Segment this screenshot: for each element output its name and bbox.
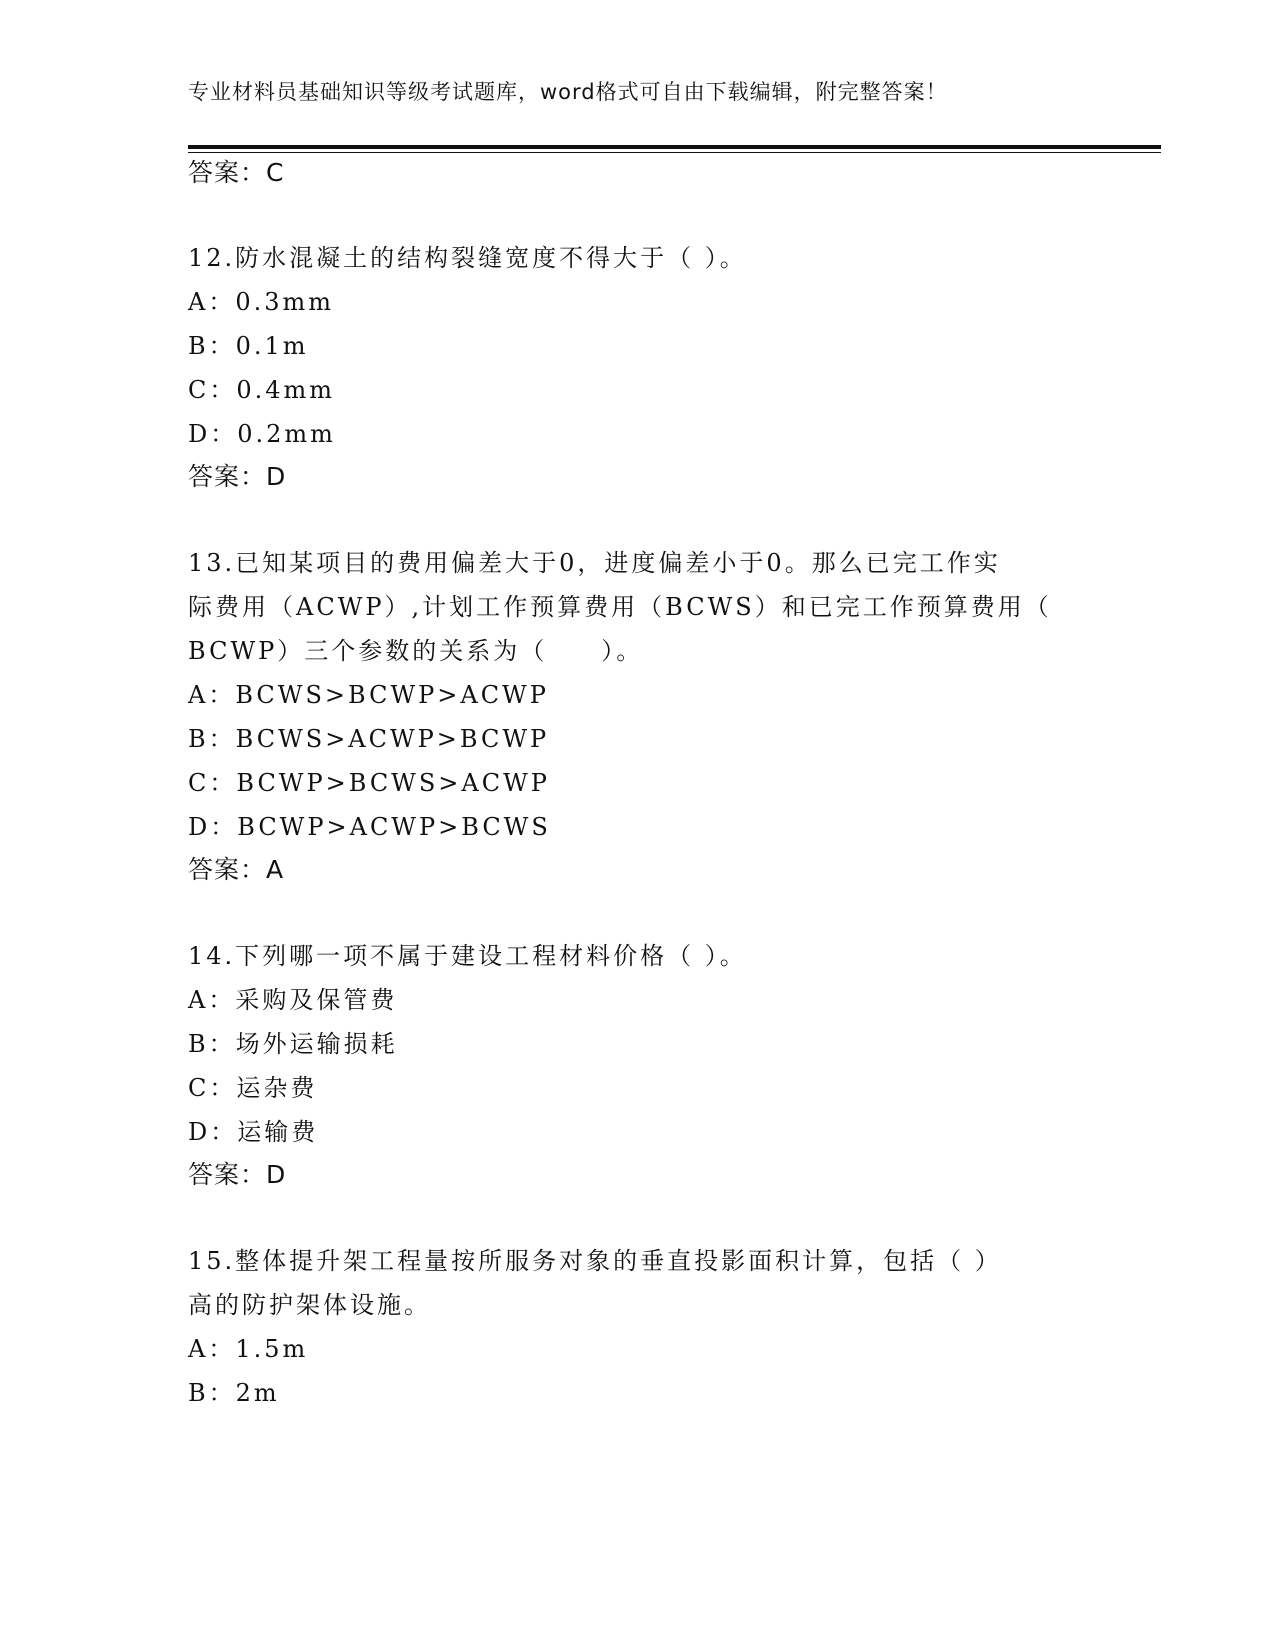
- option-d: D：0.2mm: [188, 420, 336, 448]
- option-b: B：0.1m: [188, 332, 309, 360]
- option-a: A：1.5m: [188, 1335, 309, 1363]
- question-stem: 12.防水混凝土的结构裂缝宽度不得大于（ ）。: [188, 244, 747, 272]
- header-rule-thin: [188, 152, 1161, 153]
- option-c: C：运杂费: [188, 1074, 318, 1102]
- option-d: D：运输费: [188, 1118, 319, 1146]
- option-a: A：采购及保管费: [188, 986, 398, 1014]
- question-stem-continued: 际费用（ACWP）,计划工作预算费用（BCWS）和已完工作预算费用（: [188, 593, 1052, 621]
- option-b: B：场外运输损耗: [188, 1030, 398, 1058]
- header-rule-thick: [188, 145, 1161, 149]
- answer-line: 答案：D: [188, 462, 287, 491]
- answer-line: 答案：C: [188, 158, 285, 187]
- option-b: B：2m: [188, 1379, 280, 1407]
- question-stem: 14.下列哪一项不属于建设工程材料价格（ ）。: [188, 942, 747, 970]
- question-stem: 15.整体提升架工程量按所服务对象的垂直投影面积计算，包括（ ）: [188, 1247, 1002, 1275]
- answer-line: 答案：A: [188, 855, 285, 884]
- option-c: C：0.4mm: [188, 376, 336, 404]
- option-a: A：BCWS>BCWP>ACWP: [188, 681, 549, 709]
- question-stem-continued: 高的防护架体设施。: [188, 1291, 431, 1319]
- option-c: C：BCWP>BCWS>ACWP: [188, 769, 550, 797]
- answer-line: 答案：D: [188, 1160, 287, 1189]
- option-a: A：0.3mm: [188, 288, 335, 316]
- option-b: B：BCWS>ACWP>BCWP: [188, 725, 550, 753]
- document-header: 专业材料员基础知识等级考试题库，word格式可自由下载编辑，附完整答案！: [188, 80, 948, 104]
- question-stem-continued: BCWP）三个参数的关系为（ ）。: [188, 637, 644, 665]
- question-stem: 13.已知某项目的费用偏差大于0，进度偏差小于0。那么已完工作实: [188, 549, 1001, 577]
- option-d: D：BCWP>ACWP>BCWS: [188, 813, 551, 841]
